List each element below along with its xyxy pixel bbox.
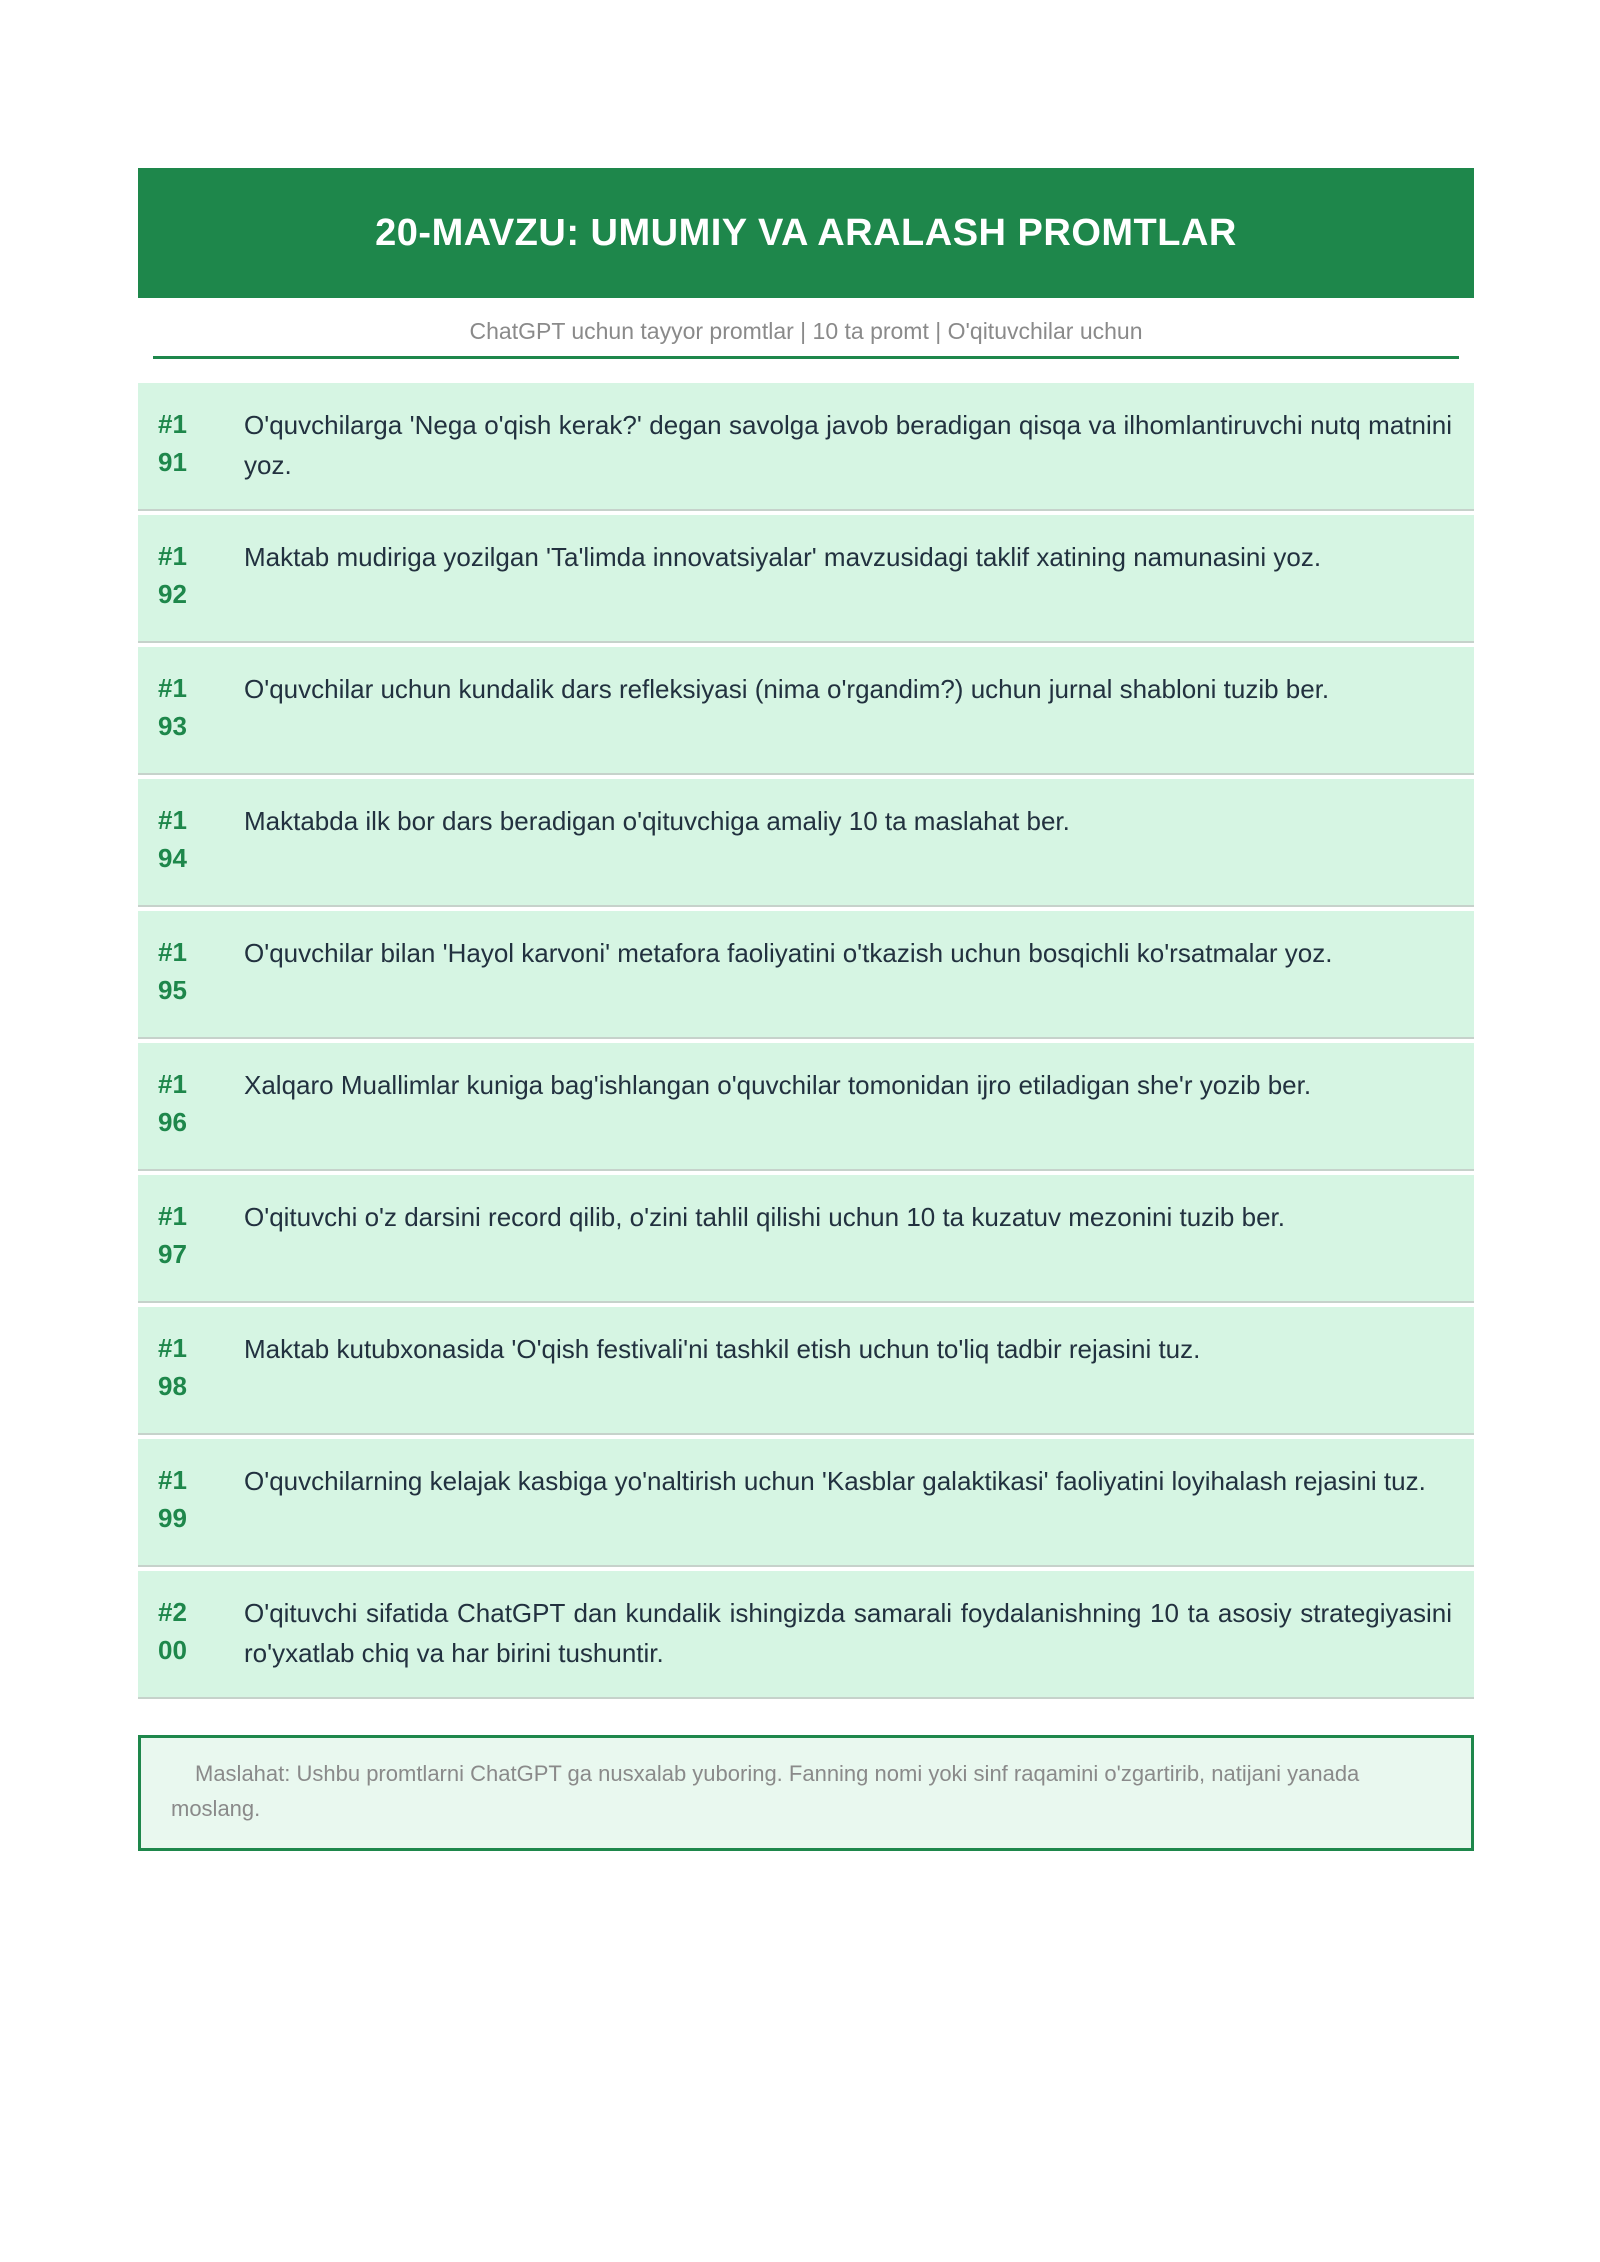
prompt-item: [138, 779, 1474, 907]
prompt-text: O'quvchilar bilan 'Hayol karvoni' metafora faoliyatini o'tkazish uchun bosqichli ko'rsatmalar yoz.: [244, 938, 1333, 968]
prompt-number: #1 94: [158, 805, 187, 873]
prompt-text: O'quvchilarning kelajak kasbiga yo'naltirish uchun 'Kasblar galaktikasi' faoliyatini loyihalash rejasini tuz.: [244, 1466, 1426, 1496]
tip-box: [138, 1735, 1474, 1851]
prompt-item: [138, 1571, 1474, 1699]
prompt-number: #1 97: [158, 1201, 187, 1269]
prompt-item: [138, 1175, 1474, 1303]
prompt-item: [138, 1307, 1474, 1435]
prompt-text: O'qituvchi sifatida ChatGPT dan kundalik ishingizda samarali foydalanishning 10 ta asosiy strategiyasini ro'yxatlab chiq va har birini tushuntir.: [244, 1598, 1452, 1668]
prompt-text: Maktabda ilk bor dars beradigan o'qituvchiga amaliy 10 ta maslahat ber.: [244, 806, 1070, 836]
page-title: 20-MAVZU: UMUMIY VA ARALASH PROMTLAR: [375, 211, 1237, 254]
prompt-text: O'qituvchi o'z darsini record qilib, o'zini tahlil qilishi uchun 10 ta kuzatuv mezonini tuzib ber.: [244, 1202, 1285, 1232]
prompt-item: [138, 1439, 1474, 1567]
prompt-item: [138, 911, 1474, 1039]
prompt-number: #1 93: [158, 673, 187, 741]
prompt-number: #1 95: [158, 937, 187, 1005]
page-subtitle: ChatGPT uchun tayyor promtlar | 10 ta promt | O'qituvchilar uchun: [469, 317, 1143, 344]
prompt-number: #1 99: [158, 1465, 187, 1533]
prompt-number: #1 92: [158, 541, 187, 609]
tip-text: Maslahat: Ushbu promtlarni ChatGPT ga nusxalab yuboring. Fanning nomi yoki sinf raqamini o'zgartirib, natijani yanada moslang.: [171, 1761, 1360, 1821]
prompt-text: O'quvchilarga 'Nega o'qish kerak?' degan savolga javob beradigan qisqa va ilhomlantiruvchi nutq matnini yoz.: [244, 410, 1452, 480]
prompt-text: Maktab mudiriga yozilgan 'Ta'limda innovatsiyalar' mavzusidagi taklif xatining namunasini yoz.: [244, 542, 1322, 572]
prompt-number: #1 91: [158, 409, 187, 477]
document-page: [138, 168, 1474, 1851]
prompt-text: Xalqaro Muallimlar kuniga bag'ishlangan o'quvchilar tomonidan ijro etiladigan she'r yozib ber.: [244, 1070, 1312, 1100]
prompt-number: #1 98: [158, 1333, 187, 1401]
prompt-item: [138, 1043, 1474, 1171]
title-banner: [138, 168, 1474, 298]
prompt-item: [138, 515, 1474, 643]
prompt-text: Maktab kutubxonasida 'O'qish festivali'ni tashkil etish uchun to'liq tadbir rejasini tuz.: [244, 1334, 1201, 1364]
prompt-item: [138, 383, 1474, 511]
prompt-item: [138, 647, 1474, 775]
prompt-number: #1 96: [158, 1069, 187, 1137]
subtitle-bar: [153, 298, 1459, 359]
prompt-number: #2 00: [158, 1597, 187, 1665]
prompt-text: O'quvchilar uchun kundalik dars refleksiyasi (nima o'rgandim?) uchun jurnal shabloni tuzib ber.: [244, 674, 1330, 704]
prompt-list: [138, 383, 1474, 1699]
